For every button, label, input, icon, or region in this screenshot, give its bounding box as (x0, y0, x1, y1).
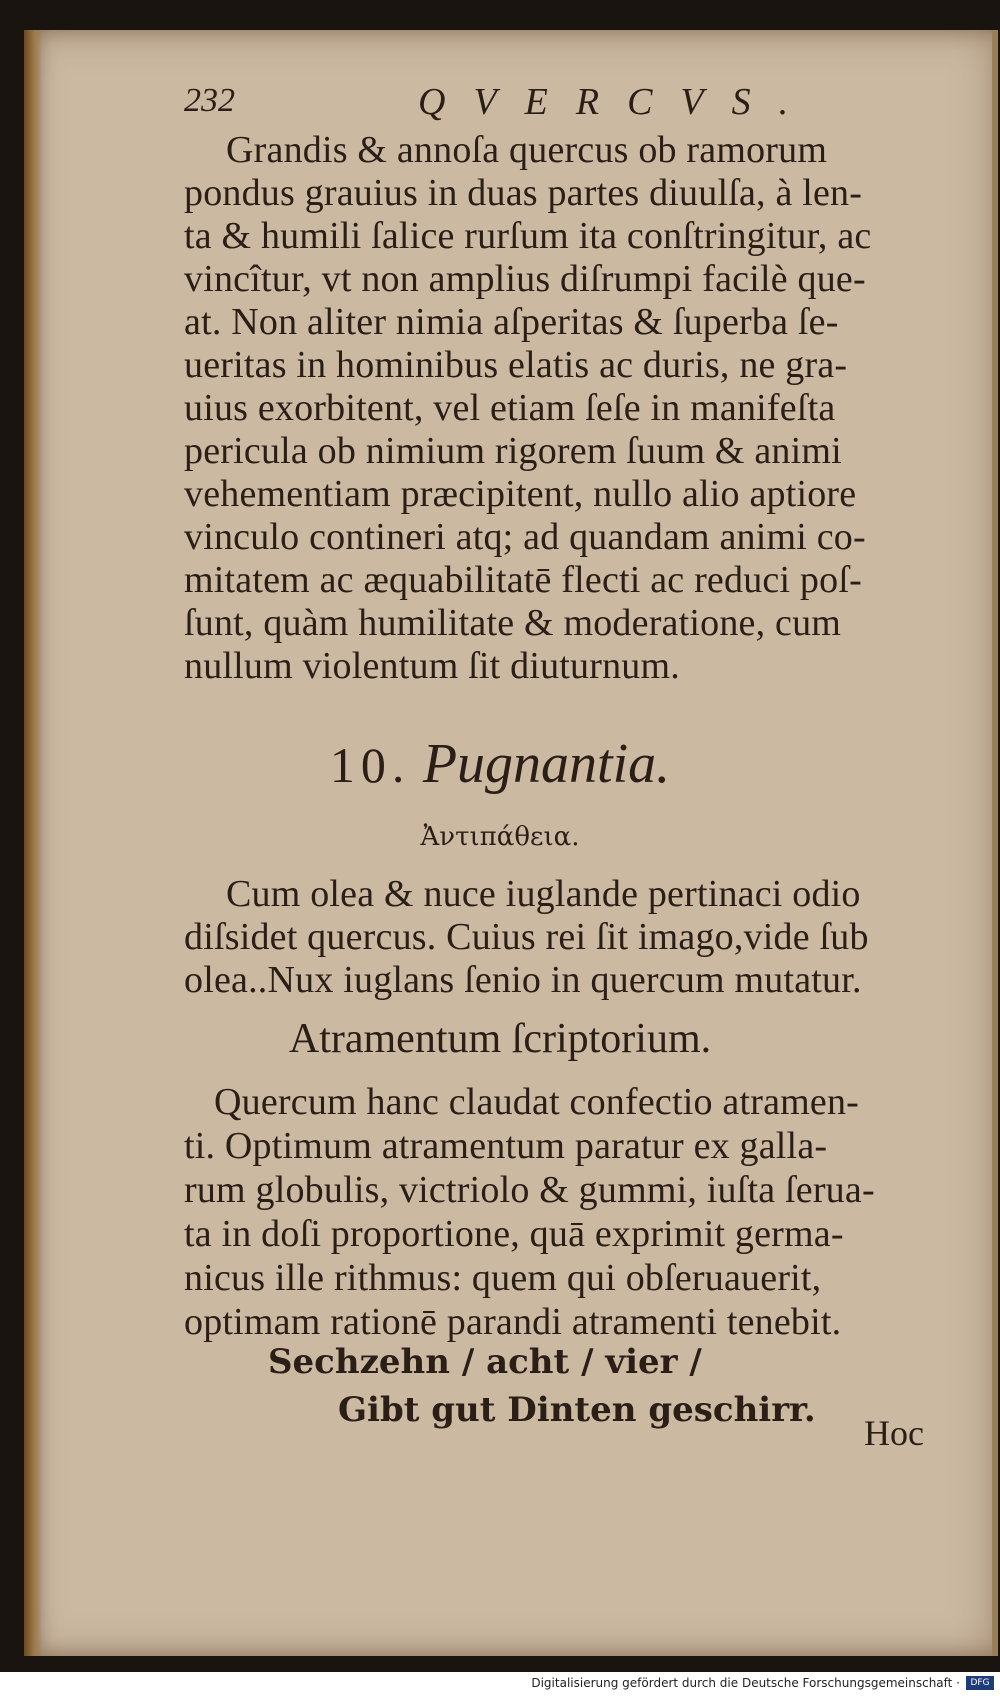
text-line: vehementiam præcipitent, nullo alio aptiore (184, 473, 857, 515)
text-line: mitatem ac æquabilitatē flecti ac reduci poſ- (184, 559, 862, 601)
rhyme-line-2: Gibt gut Dinten geschirr. (338, 1390, 816, 1430)
text-line: vincîtur, vt non amplius diſrumpi facilè que- (184, 258, 866, 300)
text-line: ſunt, quàm humilitate & moderatione, cum (184, 602, 842, 644)
footer-credit: Digitalisierung gefördert durch die Deutsche Forschungsgemeinschaft · (531, 1676, 960, 1690)
page-number: 232 (184, 82, 235, 119)
dfg-logo-icon: DFG (966, 1676, 994, 1690)
text-line: pondus grauius in duas partes diuulſa, à len- (184, 172, 863, 214)
greek-subtitle: Ἀντιπάθεια. (420, 822, 580, 852)
text-line: Cum olea & nuce iuglande pertinaci odio (226, 873, 861, 915)
text-line: optimam rationē parandi atramenti tenebit. (184, 1301, 842, 1343)
rhyme-line-1: Sechzehn / acht / vier / (268, 1342, 702, 1382)
text-line: ta & humili ſalice rurſum ita conſtringitur, ac (184, 215, 872, 257)
text-line: Grandis & annoſa quercus ob ramorum (226, 129, 828, 171)
section-heading (0, 732, 1000, 796)
text-line: at. Non aliter nimia aſperitas & ſuperba ſe- (184, 301, 839, 343)
text-line: olea..Nux iuglans ſenio in quercum mutatur. (184, 959, 862, 1001)
text-line: ueritas in hominibus elatis ac duris, ne gra- (184, 344, 848, 386)
running-title: QVERCVS. (418, 81, 817, 123)
text-line: rum globulis, victriolo & gummi, iuſta ſerua- (184, 1169, 875, 1211)
text-line: vinculo contineri atq; ad quandam animi co- (184, 516, 866, 558)
section-title: Pugnantia. (422, 733, 671, 795)
footer-bar (0, 1672, 1000, 1696)
text-line: nullum violentum ſit diuturnum. (184, 645, 680, 687)
catchword: Hoc (864, 1413, 924, 1453)
text-line: uius exorbitent, vel etiam ſeſe in manifeſta (184, 387, 836, 429)
text-line: pericula ob nimium rigorem ſuum & animi (184, 430, 842, 472)
text-line: diſsidet quercus. Cuius rei ſit imago,vide ſub (184, 916, 869, 958)
text-line: Quercum hanc claudat confectio atramen- (214, 1081, 860, 1123)
text-line: nicus ille rithmus: quem qui obſeruauerit, (184, 1257, 822, 1299)
subheading: Atramentum ſcriptorium. (288, 1016, 712, 1062)
text-line: ta in doſi proportione, quā exprimit germa- (184, 1213, 844, 1255)
text-line: ti. Optimum atramentum paratur ex galla- (184, 1125, 828, 1167)
section-number: 10. (329, 737, 411, 793)
